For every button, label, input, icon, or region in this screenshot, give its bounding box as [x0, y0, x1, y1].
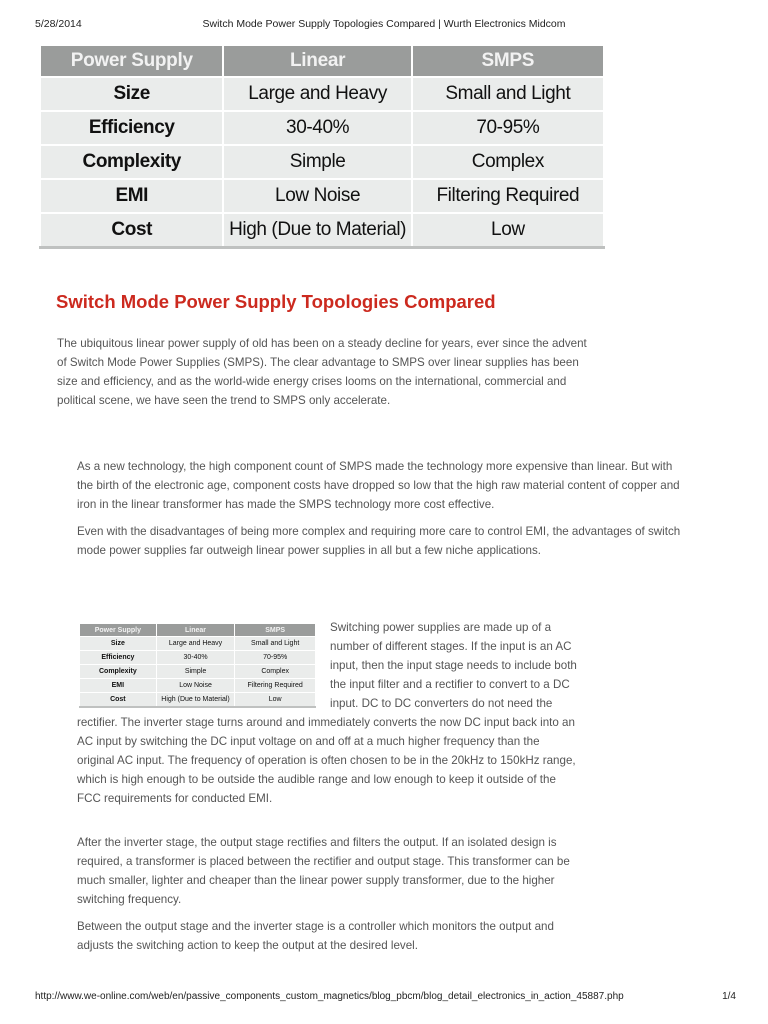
comparison-table	[39, 44, 605, 249]
table-header-row	[40, 45, 604, 77]
table-row	[40, 111, 604, 145]
row-label: Cost	[80, 693, 157, 708]
table-cell: High (Due to Material)	[223, 213, 411, 248]
print-header	[0, 4, 768, 30]
controller-paragraph: Between the output stage and the inverter stage is a controller which monitors the output and adjusts the switching action to keep the output at the desired level.	[77, 920, 554, 952]
stages-paragraph-text: Switching power supplies are made up of a number of different stages. If the input is an AC input, then the input stage needs to include both the input filter and a rectifier to convert to a DC input. DC to DC converters do not need the rectifier. The inverter stage turns around and immediately converts the now DC input back into an AC input by switching the DC input voltage on and off at a much higher frequency than the original AC input. The frequency of operation is often chosen to be in the 20kHz to 150kHz range, which is high enough to be outside the audible range and low enough to keep it outside of the FCC requirements for conducted EMI.	[77, 621, 577, 805]
print-title: Switch Mode Power Supply Topologies Compared | Wurth Electronics Midcom	[202, 18, 566, 30]
stages-paragraph	[77, 618, 577, 808]
header-cell: SMPS	[235, 624, 316, 637]
row-label: Size	[40, 77, 223, 111]
header-cell: SMPS	[412, 45, 604, 77]
row-label: Efficiency	[40, 111, 223, 145]
table-cell: 70-95%	[235, 651, 316, 665]
page-number: 1/4	[722, 991, 736, 1002]
advantages-paragraph: Even with the disadvantages of being more complex and requiring more care to control EMI, the advantages of switch mode power supplies far outweigh linear power supplies in all but a few niche applications.	[77, 525, 681, 557]
header-cell: Power Supply	[40, 45, 223, 77]
table-cell: Simple	[223, 145, 411, 179]
article-heading: Switch Mode Power Supply Topologies Compared	[56, 291, 496, 312]
table-cell: Small and Light	[235, 637, 316, 651]
table-cell: 30-40%	[223, 111, 411, 145]
header-cell: Power Supply	[80, 624, 157, 637]
table-float-spacer	[77, 618, 330, 710]
table-cell: High (Due to Material)	[156, 693, 235, 708]
cost-paragraph: As a new technology, the high component count of SMPS made the technology more expensive than linear. But with the birth of the electronic age, component costs have dropped so low that the high raw material content of copper and iron in the linear transformer has made the SMPS technology more cost effective.	[77, 460, 680, 511]
row-label: Efficiency	[80, 651, 157, 665]
row-label: Cost	[40, 213, 223, 248]
table-cell: Simple	[156, 665, 235, 679]
header-cell: Linear	[156, 624, 235, 637]
row-label: Size	[80, 637, 157, 651]
table-cell: Large and Heavy	[156, 637, 235, 651]
row-label: Complexity	[40, 145, 223, 179]
table-cell: Complex	[412, 145, 604, 179]
row-label: Complexity	[80, 665, 157, 679]
page-url: http://www.we-online.com/web/en/passive_components_custom_magnetics/blog_pbcm/blog_detail_electronics_in_action_45887.php	[35, 991, 624, 1002]
table-cell: Low Noise	[223, 179, 411, 213]
table-cell: Low Noise	[156, 679, 235, 693]
table-cell: Complex	[235, 665, 316, 679]
row-label: EMI	[40, 179, 223, 213]
table-cell: Filtering Required	[235, 679, 316, 693]
table-cell: Low	[235, 693, 316, 708]
table-row	[40, 77, 604, 111]
table-row	[40, 179, 604, 213]
intro-paragraph: The ubiquitous linear power supply of old has been on a steady decline for years, ever since the advent of Switch Mode Power Supplies (SMPS). The clear advantage to SMPS over linear supplies has been size and efficiency, and as the world-wide energy crises looms on the international, commercial and political scene, we have seen the trend to SMPS only accelerate.	[57, 337, 587, 407]
table-cell: Small and Light	[412, 77, 604, 111]
table-row	[40, 145, 604, 179]
output-stage-paragraph: After the inverter stage, the output stage rectifies and filters the output. If an isolated design is required, a transformer is placed between the rectifier and output stage. This transformer can be much smaller, lighter and cheaper than the linear power supply transformer, due to the higher switching frequency.	[77, 836, 570, 906]
print-date: 5/28/2014	[35, 18, 82, 30]
table-row	[40, 213, 604, 248]
table-cell: Filtering Required	[412, 179, 604, 213]
table-cell: 30-40%	[156, 651, 235, 665]
table-cell: Low	[412, 213, 604, 248]
table-cell: Large and Heavy	[223, 77, 411, 111]
row-label: EMI	[80, 679, 157, 693]
header-cell: Linear	[223, 45, 411, 77]
table-cell: 70-95%	[412, 111, 604, 145]
